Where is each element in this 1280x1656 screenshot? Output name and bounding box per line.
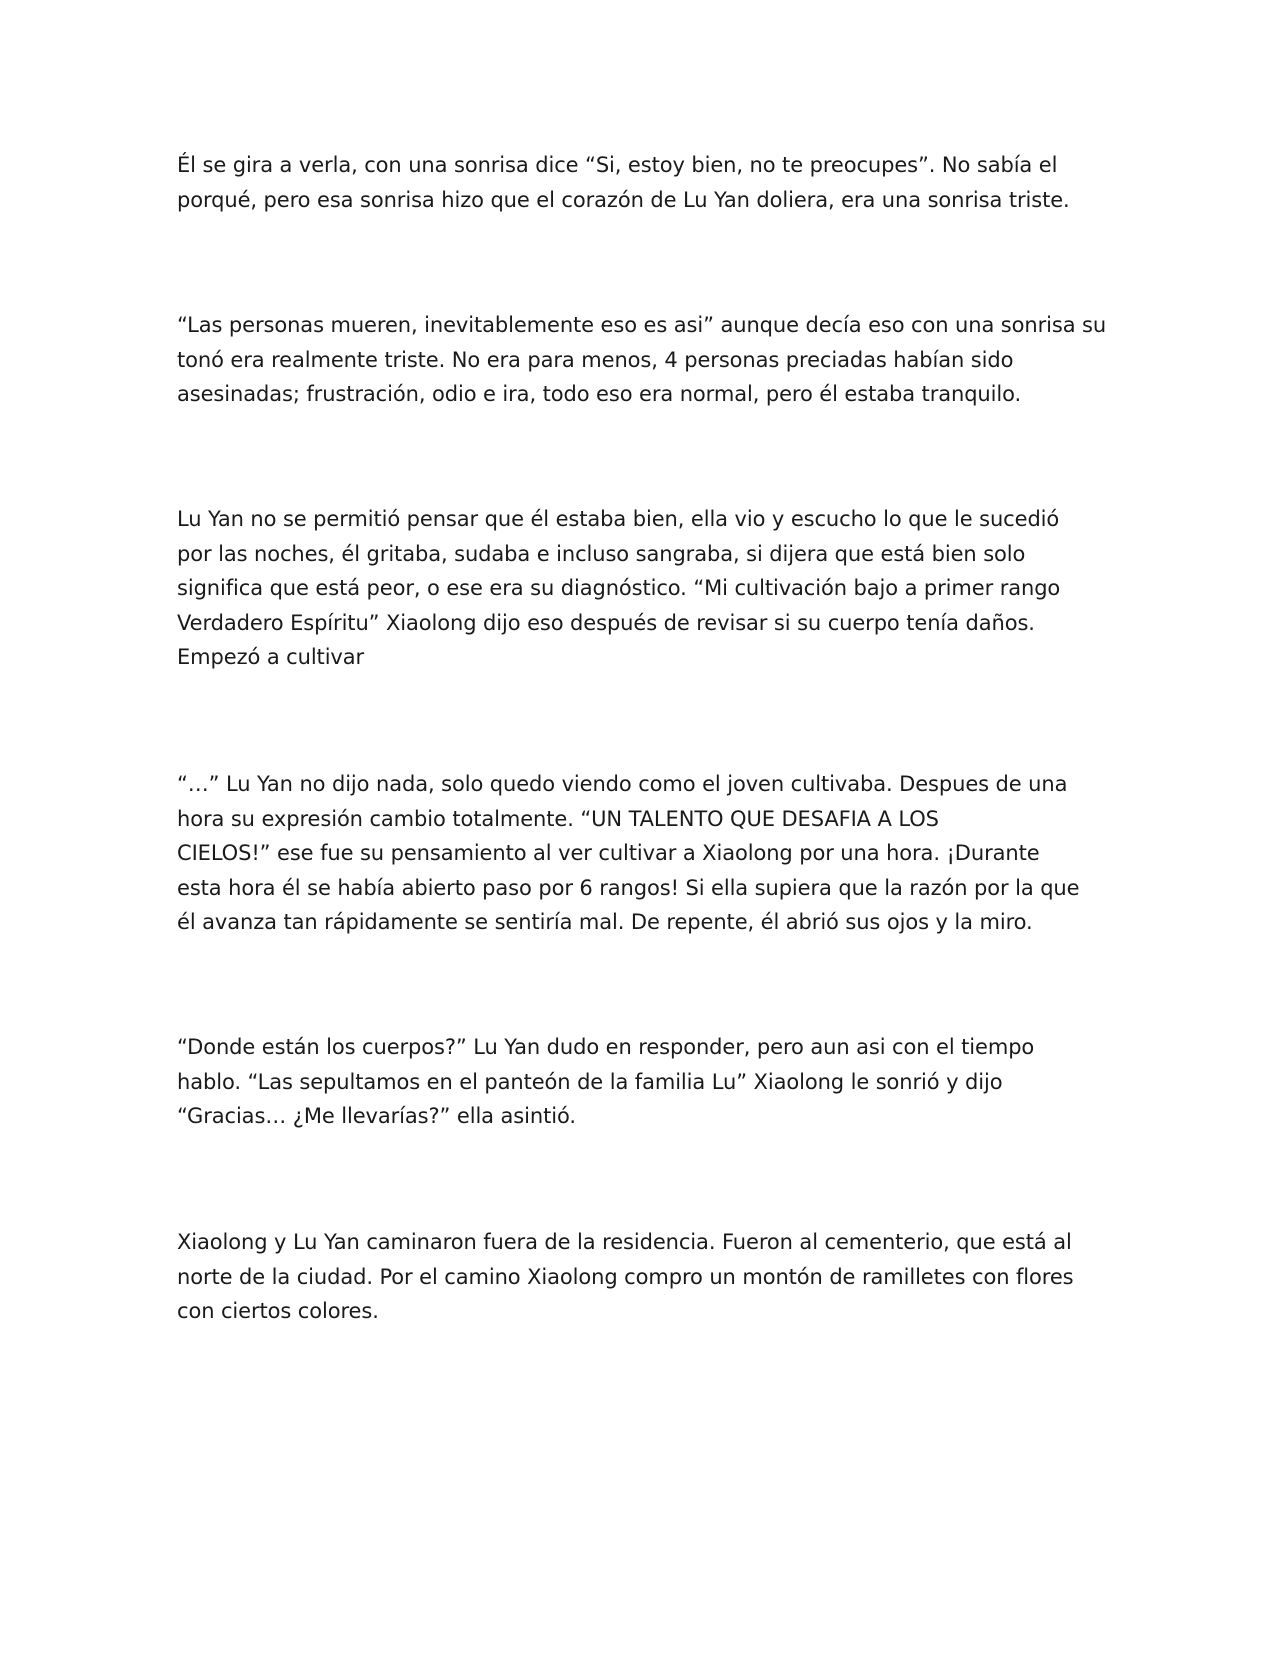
text-line: hora su expresión cambio totalmente. “UN TALENTO QUE DESAFIA A LOS bbox=[177, 806, 939, 831]
text-line: norte de la ciudad. Por el camino Xiaolong compro un montón de ramilletes con flores bbox=[177, 1264, 1074, 1289]
text-line: con ciertos colores. bbox=[177, 1299, 379, 1323]
text-line: Xiaolong y Lu Yan caminaron fuera de la residencia. Fueron al cementerio, que está al bbox=[177, 1230, 1072, 1254]
paragraph-6 bbox=[177, 1225, 1097, 1329]
text-line: hablo. “Las sepultamos en el panteón de la familia Lu” Xiaolong le sonrió y dijo bbox=[177, 1069, 1003, 1094]
text-line: porqué, pero esa sonrisa hizo que el corazón de Lu Yan doliera, era una sonrisa triste. bbox=[177, 187, 1070, 212]
text-line: Él se gira a verla, con una sonrisa dice “Si, estoy bien, no te preocupes”. No sabía el bbox=[177, 153, 1058, 177]
text-line: tonó era realmente triste. No era para menos, 4 personas preciadas habían sido bbox=[177, 347, 1014, 372]
text-line: significa que está peor, o ese era su diagnóstico. “Mi cultivación bajo a primer rango bbox=[177, 576, 1061, 600]
text-line: él avanza tan rápidamente se sentiría mal. De repente, él abrió sus ojos y la miro. bbox=[177, 910, 1033, 934]
text-line: “Las personas mueren, inevitablemente eso es asi” aunque decía eso con una sonrisa su bbox=[177, 313, 1107, 337]
text-line: Lu Yan no se permitió pensar que él estaba bien, ella vio y escucho lo que le sucedió bbox=[177, 507, 1060, 531]
text-line: “Donde están los cuerpos?” Lu Yan dudo en responder, pero aun asi con el tiempo bbox=[177, 1035, 1035, 1059]
paragraph-4 bbox=[177, 767, 1097, 940]
paragraph-5 bbox=[177, 1030, 1097, 1134]
text-line: Empezó a cultivar bbox=[177, 645, 365, 669]
text-line: Verdadero Espíritu” Xiaolong dijo eso después de revisar si su cuerpo tenía daños. bbox=[177, 610, 1035, 635]
text-line: por las noches, él gritaba, sudaba e incluso sangraba, si dijera que está bien solo bbox=[177, 541, 1026, 566]
text-line: asesinadas; frustración, odio e ira, todo eso era normal, pero él estaba tranquilo. bbox=[177, 382, 1022, 406]
text-line: esta hora él se había abierto paso por 6 rangos! Si ella supiera que la razón por la que bbox=[177, 875, 1080, 900]
paragraph-1 bbox=[177, 148, 1097, 217]
paragraph-3 bbox=[177, 502, 1097, 675]
text-line: “…” Lu Yan no dijo nada, solo quedo viendo como el joven cultivaba. Despues de una bbox=[177, 772, 1068, 796]
text-line: “Gracias… ¿Me llevarías?” ella asintió. bbox=[177, 1104, 576, 1128]
text-line: CIELOS!” ese fue su pensamiento al ver cultivar a Xiaolong por una hora. ¡Durante bbox=[177, 841, 1040, 865]
paragraph-2 bbox=[177, 308, 1107, 412]
